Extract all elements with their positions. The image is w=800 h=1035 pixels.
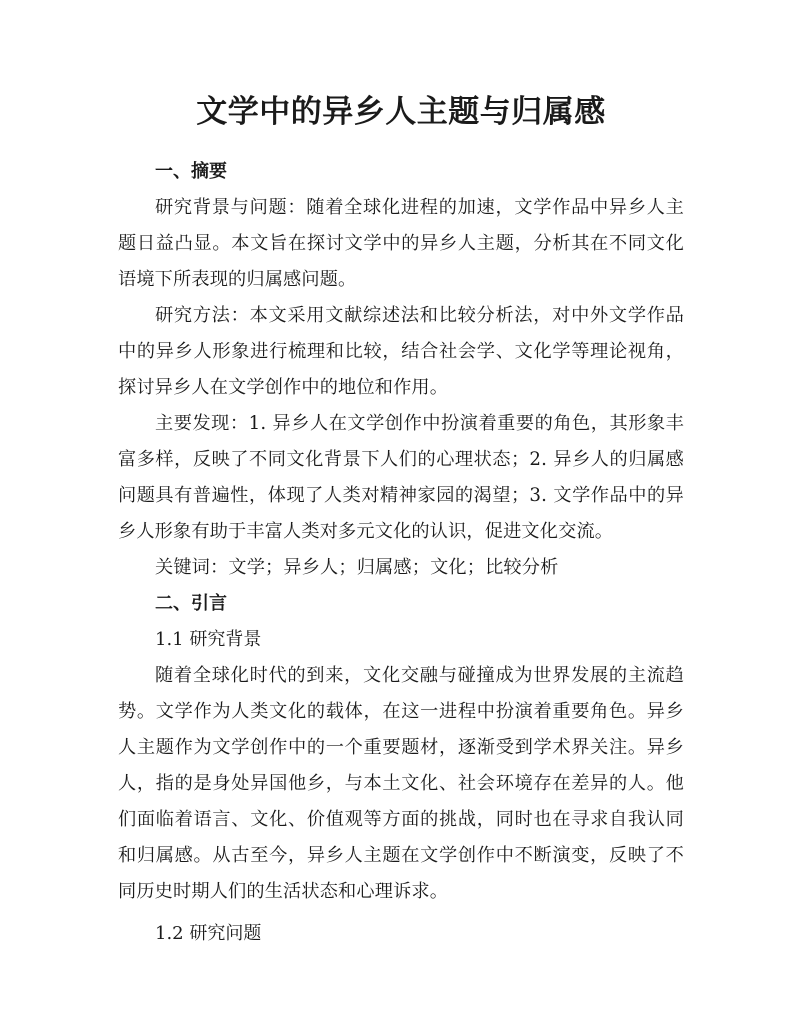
paragraph-keywords: 关键词：文学；异乡人；归属感；文化；比较分析	[155, 557, 559, 578]
document-page	[118, 88, 684, 952]
paragraph-findings: 主要发现：1. 异乡人在文学创作中扮演着重要的角色，其形象丰富多样，反映了不同文化背景下人们的心理状态；2. 异乡人的归属感问题具有普遍性，体现了人类对精神家园的渴望；3. 文学作品中的异乡人形象有助于丰富人类对多元文化的认识，促进文化交流。	[118, 413, 684, 542]
section-heading-abstract: 一、摘要	[155, 161, 227, 182]
document-title: 文学中的异乡人主题与归属感	[196, 94, 606, 130]
subsection-heading-background: 1.1 研究背景	[155, 629, 262, 650]
paragraph-method: 研究方法：本文采用文献综述法和比较分析法，对中外文学作品中的异乡人形象进行梳理和比较，结合社会学、文化学等理论视角，探讨异乡人在文学创作中的地位和作用。	[118, 305, 684, 398]
paragraph-background: 研究背景与问题：随着全球化进程的加速，文学作品中异乡人主题日益凸显。本文旨在探讨文学中的异乡人主题，分析其在不同文化语境下所表现的归属感问题。	[118, 197, 684, 290]
subsection-heading-questions: 1.2 研究问题	[155, 923, 262, 944]
section-heading-introduction: 二、引言	[155, 593, 227, 614]
paragraph-intro-background: 随着全球化时代的到来，文化交融与碰撞成为世界发展的主流趋势。文学作为人类文化的载体，在这一进程中扮演着重要角色。异乡人主题作为文学创作中的一个重要题材，逐渐受到学术界关注。异乡人，指的是身处异国他乡，与本土文化、社会环境存在差异的人。他们面临着语言、文化、价值观等方面的挑战，同时也在寻求自我认同和归属感。从古至今，异乡人主题在文学创作中不断演变，反映了不同历史时期人们的生活状态和心理诉求。	[118, 665, 684, 902]
